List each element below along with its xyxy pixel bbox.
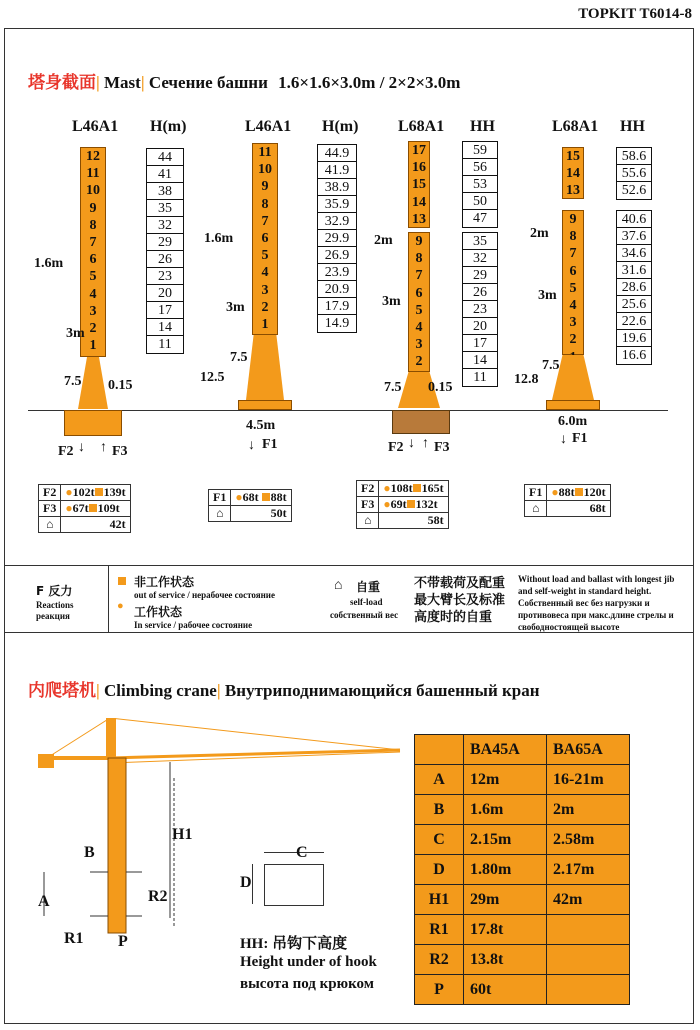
mast-segment: 8 [261,196,269,212]
out-of-service-square-icon [118,577,126,585]
spec-row [415,885,630,915]
mast-segment: 7 [261,213,269,229]
reaction-table-1 [38,484,131,533]
spec-header-cell: BA45A [464,735,547,765]
out-of-service-square-icon [413,484,421,492]
height-cell: 35.9 [318,196,356,213]
hh-en: Height under of hook [240,954,377,970]
mast-segment: 14 [566,166,580,182]
config2-heights [317,144,357,333]
self-load-value: 68t [547,501,610,517]
height-cell: 23 [463,301,497,318]
legend-note-cn-1: 不带载荷及配重 [414,576,506,591]
config4-dim-b: 12.8 [514,372,539,387]
spec-value-cell: 17.8t [464,915,547,945]
height-cell: 59 [463,142,497,159]
config3-heights-top [462,141,498,228]
height-cell: 29 [147,234,183,251]
self-load-icon: ⌂ [209,506,231,522]
legend-out-en: out of service / нерабочее состояние [134,590,275,600]
config4-dim-seg: 3m [538,288,557,303]
config3-mast-bottom [408,232,430,372]
spec-header-cell [415,735,464,765]
legend-out-cn: 非工作状态 [134,575,195,589]
height-cell: 23.9 [318,264,356,281]
config3-dim-side: 0.15 [428,380,453,395]
arrow-down-icon: ↓ [560,432,567,447]
config1-dim-base: 7.5 [64,374,82,389]
height-cell: 37.6 [617,228,651,245]
config2-h-label: H(m) [322,118,359,135]
mast-segment: 9 [261,179,269,195]
height-cell: 32 [463,250,497,267]
spec-value-cell [547,945,630,975]
in-service-dot-icon: ● [383,497,391,511]
legend-in-cn: 工作状态 [134,605,183,619]
mast-segment: 8 [569,229,577,245]
force-in-service: 67t [72,501,89,515]
in-service-dot-icon: ● [383,481,391,495]
height-cell: 11 [158,337,172,352]
reaction-table-3 [356,480,449,529]
spec-row-label: P [415,975,464,1005]
climbing-section-title: 内爬塔机| Climbing crane| Внутриподнимающийся башенный кран [28,681,540,701]
in-service-dot-icon: ● [65,501,73,515]
climbing-spec-table [414,734,630,1005]
spec-value-cell [547,975,630,1005]
config3-h-label: HH [470,118,495,135]
height-cell: 35 [147,200,183,217]
label-a: A [38,893,50,910]
spec-row-label: R2 [415,945,464,975]
spec-header-cell: BA65A [547,735,630,765]
in-service-dot-icon: ● [65,485,73,499]
height-cell: 17 [463,335,497,352]
mast-segment: 5 [415,302,423,318]
spec-row [415,825,630,855]
spec-row [415,765,630,795]
mast-segment: 5 [89,269,97,285]
mast-segment: 15 [412,177,426,193]
force-out-of-service: 132t [415,497,438,511]
config1-h-label: H(m) [150,118,187,135]
height-cell: 23 [147,268,183,285]
height-cell: 14 [147,319,183,336]
legend-note-en-1: Without load and ballast with longest jib [518,574,675,584]
spec-value-cell: 12m [464,765,547,795]
height-cell: 26 [147,251,183,268]
config4-h-label: HH [620,118,645,135]
label-r2: R2 [148,888,168,905]
force-out-of-service: 165t [421,481,444,495]
legend-in-en: In service / рабочее состояние [134,620,253,630]
legend-note-ru-2: противовеса при макс.длине стрелы и [518,610,674,620]
arrow-down-icon: ↓ [248,438,255,453]
legend-note-ru-1: Собственный вес без нагрузки и [518,598,650,608]
mast-segment: 8 [89,217,97,233]
mast-segment: 2 [261,299,269,315]
mast-segment: 17 [412,143,426,158]
config4-heights-bottom [616,210,652,365]
mast-segment: 7 [415,268,423,284]
spec-value-cell: 1.6m [464,795,547,825]
counterweight [38,754,54,768]
height-cell: 44.9 [318,145,356,162]
config3-dim-seg: 3m [382,294,401,309]
config4-mast-top [562,147,584,199]
config1-f-right: F3 [112,444,128,459]
height-cell: 50 [463,193,497,210]
mast-segment: 10 [258,162,272,178]
tower-head [106,718,116,758]
config2-dim-base: 4.5m [246,418,276,433]
legend-f-en: Reactions [36,600,74,610]
spec-value-cell [547,915,630,945]
label-b: B [84,844,95,861]
out-of-service-square-icon [95,488,103,496]
height-cell: 34.6 [617,245,651,262]
height-cell: 29.9 [318,230,356,247]
config4-base-frame [546,400,600,410]
height-cell: 19.6 [617,330,651,347]
mast-segment: 8 [415,251,423,267]
mast-segment: 7 [569,246,577,262]
climbing-title-cn: 内爬塔机 [28,681,96,701]
config1-foundation [64,410,122,436]
config3-foundation [392,410,450,434]
legend-column-divider [108,566,109,632]
in-service-dot-icon: ● [117,600,124,612]
height-cell: 25.6 [617,296,651,313]
spec-row [415,795,630,825]
height-cell: 29 [463,267,497,284]
mast-section-box [264,864,324,906]
self-load-value: 42t [61,517,130,533]
config1-dim-side: 0.15 [108,378,133,393]
crane-mast [108,758,126,933]
mast-segment: 5 [261,248,269,264]
config1-f-left: F2 [58,444,74,459]
config3-dim-base: 7.5 [384,380,402,395]
config2-dim-seg: 3m [226,300,245,315]
height-cell: 58.6 [617,148,651,165]
config4-dim-a: 7.5 [542,358,560,373]
config4-heights-top [616,147,652,200]
in-service-dot-icon: ● [551,485,559,499]
dim-d-line [252,864,253,904]
force-label: F2 [39,485,61,501]
mast-segment: 10 [86,183,100,199]
mast-segment: 13 [412,211,426,227]
mast-segment: 4 [89,286,97,302]
force-out-of-service: 120t [583,485,606,499]
mast-segment: 3 [261,282,269,298]
climbing-crane-drawing [30,718,410,958]
spec-value-cell: 42m [547,885,630,915]
height-cell: 32.9 [318,213,356,230]
spec-value-cell: 2.58m [547,825,630,855]
config2-dim-b: 12.5 [200,370,225,385]
config3-label: L68A1 [398,118,445,135]
height-cell: 41.9 [318,162,356,179]
arrow-down-icon: ↓ [408,436,415,451]
height-cell: 38.9 [318,179,356,196]
out-of-service-square-icon [407,500,415,508]
mast-segment: 2 [415,354,423,370]
config2-dim-a: 7.5 [230,350,248,365]
mast-dims: 1.6×1.6×3.0m / 2×2×3.0m [278,73,461,92]
mast-segment: 9 [89,200,97,216]
spec-row-label: D [415,855,464,885]
force-label: F1 [525,485,547,501]
reaction-table-2 [208,489,292,522]
config3-mast-top [408,141,430,228]
legend-note-cn-3: 高度时的自重 [414,610,493,625]
height-cell: 22.6 [617,313,651,330]
height-cell: 14.9 [324,316,350,331]
height-cell: 31.6 [617,262,651,279]
mast-title-ru: Сечение башни [148,73,268,92]
height-cell: 38 [147,183,183,200]
self-load-icon: ⌂ [39,517,61,533]
config4-f: F1 [572,431,588,446]
mast-segment: 13 [566,183,580,199]
config1-label: L46A1 [72,118,119,135]
mast-segment: 6 [261,230,269,246]
mast-section-title: 塔身截面| Mast| Сечение башни 1.6×1.6×3.0m / 2×2×3.0m [28,73,461,93]
mast-title-cn: 塔身截面 [28,73,96,93]
spec-value-cell: 2m [547,795,630,825]
mast-segment: 15 [566,149,580,164]
spec-value-cell: 2.15m [464,825,547,855]
legend-note-cn-2: 最大臂长及标准 [414,593,506,608]
label-r1: R1 [64,930,84,947]
config3-heights-bottom [462,232,498,387]
self-load-icon: ⌂ [525,501,547,517]
force-label: F3 [357,497,379,513]
config2-mast [252,143,278,335]
legend-f-title: F 反力 [36,584,73,598]
force-label: F3 [39,501,61,517]
height-cell: 11 [473,370,487,385]
height-cell: 41 [147,166,183,183]
self-load-icon: ⌂ [334,578,343,593]
mast-segment: 6 [89,252,97,268]
force-in-service: 69t [390,497,407,511]
height-cell: 32 [147,217,183,234]
spec-value-cell: 29m [464,885,547,915]
mast-segment: 2 [569,332,577,348]
legend-self-en: self-load [350,597,383,607]
height-cell: 28.6 [617,279,651,296]
hh-cn: HH: 吊钩下高度 [240,936,348,952]
height-cell: 52.6 [621,183,647,198]
height-cell: 20.9 [318,281,356,298]
label-p: P [118,933,128,950]
counter-jib-tie [50,718,110,756]
height-cell: 47 [473,211,487,226]
height-cell: 56 [463,159,497,176]
height-cell: 17.9 [318,298,356,315]
mast-title-en: Mast [104,73,141,92]
climbing-title-en: Climbing crane [104,681,217,700]
mast-segment: 6 [415,285,423,301]
out-of-service-square-icon [262,493,270,501]
self-load-icon: ⌂ [357,513,379,529]
legend-f-ru: реакция [36,611,70,621]
legend-note-ru-3: свободностоящей высоте [518,622,620,632]
config1-heights [146,148,184,354]
spec-row [415,975,630,1005]
spec-row [415,915,630,945]
config3-f-left: F2 [388,440,404,455]
label-c: C [296,844,308,861]
force-in-service: 102t [72,485,95,499]
config2-base-frame [238,400,292,410]
height-cell: 53 [463,176,497,193]
force-in-service: 108t [390,481,413,495]
mast-segment: 6 [569,263,577,279]
out-of-service-square-icon [89,504,97,512]
config1-dim-width: 1.6m [34,256,64,271]
height-cell: 14 [463,352,497,369]
height-cell: 17 [147,302,183,319]
mast-segment: 7 [89,234,97,250]
mast-segment: 9 [415,234,423,249]
mast-segment: 4 [569,297,577,313]
height-cell: 40.6 [617,211,651,228]
legend-self-ru: собственный вес [330,610,399,620]
mast-segment: 3 [569,315,577,331]
height-cell: 44 [147,149,183,166]
spec-row [415,855,630,885]
mast-segment: 3 [89,303,97,319]
config4-mast-bottom [562,210,584,355]
height-cell: 55.6 [617,165,651,182]
config1-dim-seg: 3m [66,326,85,341]
height-cell: 20 [463,318,497,335]
config2-label: L46A1 [245,118,292,135]
mast-segment: 4 [261,265,269,281]
mast-segment: 12 [86,149,100,164]
spec-row-label: H1 [415,885,464,915]
config2-dim-width: 1.6m [204,231,234,246]
reaction-table-4 [524,484,611,517]
force-out-of-service: 139t [103,485,126,499]
spec-value-cell: 16-21m [547,765,630,795]
arrow-up-icon: ↑ [100,440,107,455]
mast-segment: 9 [569,212,577,227]
climbing-title-ru: Внутриподнимающийся башенный кран [224,681,540,700]
legend-note-en-2: and self-weight in standard height. [518,586,652,596]
height-cell: 26.9 [318,247,356,264]
force-out-of-service: 109t [97,501,120,515]
mast-segment: 2 [89,320,97,336]
spec-row-label: C [415,825,464,855]
spec-value-cell: 13.8t [464,945,547,975]
height-cell: 26 [463,284,497,301]
dim-c-line [264,852,324,853]
arrow-down-icon: ↓ [78,440,85,455]
out-of-service-square-icon [575,488,583,496]
self-load-value: 58t [379,513,448,529]
mast-segment: 3 [415,337,423,353]
height-cell: 35 [463,233,497,250]
spec-row-label: A [415,765,464,795]
force-in-service: 68t [242,490,259,504]
mast-segment: 1 [89,338,97,354]
spec-row-label: B [415,795,464,825]
force-out-of-service: 88t [270,490,287,504]
spec-row [415,945,630,975]
label-d: D [240,874,252,891]
spec-value-cell: 60t [464,975,547,1005]
spec-row-label: R1 [415,915,464,945]
spec-value-cell: 2.17m [547,855,630,885]
config3-f-right: F3 [434,440,450,455]
mast-segment: 11 [86,166,100,182]
label-h1: H1 [172,826,193,843]
hh-ru: высота под крюком [240,976,374,992]
mast-segment: 1 [261,316,269,332]
arrow-up-icon: ↑ [422,436,429,451]
spec-value-cell: 1.80m [464,855,547,885]
legend-divider-bottom [4,632,694,633]
mast-segment: 14 [412,194,426,210]
force-in-service: 88t [558,485,575,499]
config4-dim-base: 6.0m [558,414,588,429]
self-load-value: 50t [231,506,291,522]
legend-self-cn: 自重 [356,580,381,594]
config4-label: L68A1 [552,118,599,135]
mast-segment: 11 [258,145,272,160]
height-cell: 16.6 [621,348,647,363]
mast-segment: 16 [412,160,426,176]
force-label: F1 [209,490,231,506]
ground-line [28,410,668,411]
mast-segment: 5 [569,280,577,296]
config3-dim-width: 2m [374,233,393,248]
height-cell: 20 [147,285,183,302]
config2-f: F1 [262,437,278,452]
mast-segment: 4 [415,319,423,335]
jib-tie [110,718,400,750]
config4-dim-width: 2m [530,226,549,241]
document-title: TOPKIT T6014-8 [578,6,692,22]
force-label: F2 [357,481,379,497]
in-service-dot-icon: ● [235,490,243,504]
